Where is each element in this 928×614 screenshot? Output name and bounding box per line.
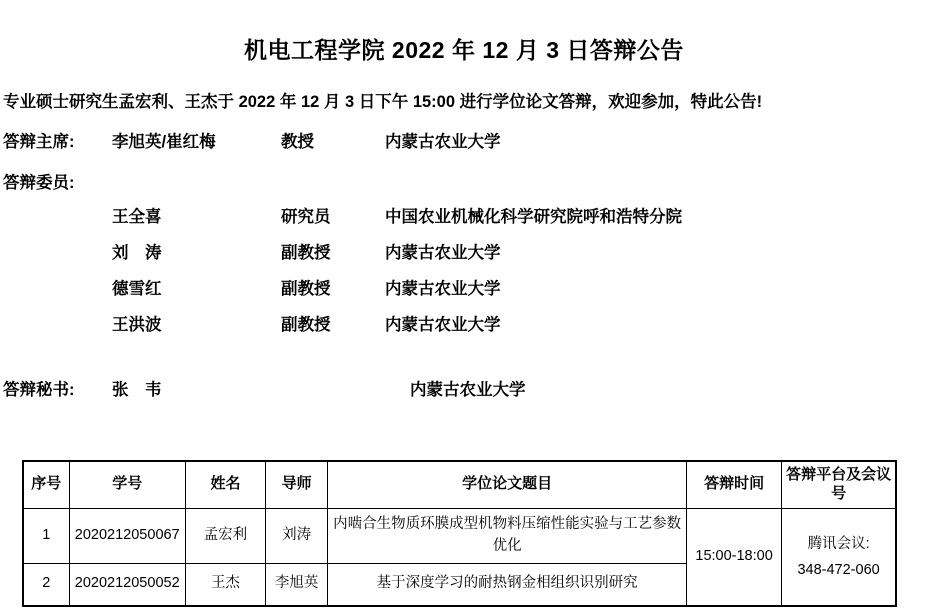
header-name: 姓名 (185, 461, 265, 508)
cell-name: 王杰 (185, 563, 265, 606)
header-thesis-title: 学位论文题目 (328, 461, 687, 508)
committee-label-row (0, 169, 928, 191)
cell-thesis-title: 内啮合生物质环膜成型机物料压缩性能实验与工艺参数优化 (328, 508, 687, 563)
cell-defense-time: 15:00-18:00 (686, 508, 781, 606)
committee-member-row (0, 311, 928, 333)
table-header-row (23, 461, 896, 508)
member-org: 内蒙古农业大学 (385, 244, 501, 262)
chair-name: 李旭英/崔红梅 (112, 133, 216, 151)
cell-thesis-title: 基于深度学习的耐热钢金相组织识别研究 (328, 563, 687, 606)
member-name: 刘 涛 (112, 244, 162, 262)
platform-meeting-id: 348-472-060 (797, 561, 880, 578)
header-student-id: 学号 (69, 461, 185, 508)
member-org: 中国农业机械化科学研究院呼和浩特分院 (385, 208, 682, 226)
member-title: 副教授 (281, 244, 331, 262)
chair-label: 答辩主席: (3, 133, 75, 151)
secretary-name: 张 韦 (112, 381, 162, 399)
secretary-org: 内蒙古农业大学 (410, 381, 526, 399)
cell-platform (782, 508, 896, 606)
committee-member-row (0, 203, 928, 225)
cell-student-id: 2020212050052 (69, 563, 185, 606)
secretary-row (0, 376, 928, 398)
cell-index: 1 (23, 508, 69, 563)
member-name: 王洪波 (112, 316, 162, 334)
committee-member-row (0, 275, 928, 297)
header-advisor: 导师 (266, 461, 328, 508)
defense-table-wrapper (22, 460, 897, 607)
defense-table (22, 460, 897, 607)
cell-advisor: 刘涛 (266, 508, 328, 563)
member-org: 内蒙古农业大学 (385, 316, 501, 334)
table-row (23, 508, 896, 563)
cell-name: 孟宏利 (185, 508, 265, 563)
committee-label: 答辩委员: (3, 174, 75, 192)
committee-member-row (0, 239, 928, 261)
platform-name: 腾讯会议: (807, 535, 870, 552)
secretary-label: 答辩秘书: (3, 381, 75, 399)
member-name: 王全喜 (112, 208, 162, 226)
cell-index: 2 (23, 563, 69, 606)
header-defense-time: 答辩时间 (686, 461, 781, 508)
header-platform: 答辩平台及会议号 (782, 461, 896, 508)
cell-advisor: 李旭英 (266, 563, 328, 606)
member-title: 研究员 (281, 208, 331, 226)
member-org: 内蒙古农业大学 (385, 280, 501, 298)
member-title: 副教授 (281, 316, 331, 334)
member-name: 德雪红 (112, 280, 162, 298)
cell-student-id: 2020212050067 (69, 508, 185, 563)
member-title: 副教授 (281, 280, 331, 298)
chair-title: 教授 (281, 133, 314, 151)
header-index: 序号 (23, 461, 69, 508)
announcement-text: 专业硕士研究生孟宏利、王杰于 2022 年 12 月 3 日下午 15:00 进行学位论文答辩，欢迎参加，特此公告! (3, 93, 763, 111)
chair-row (0, 128, 928, 150)
page-title: 机电工程学院 2022 年 12 月 3 日答辩公告 (244, 37, 684, 63)
chair-org: 内蒙古农业大学 (385, 133, 501, 151)
